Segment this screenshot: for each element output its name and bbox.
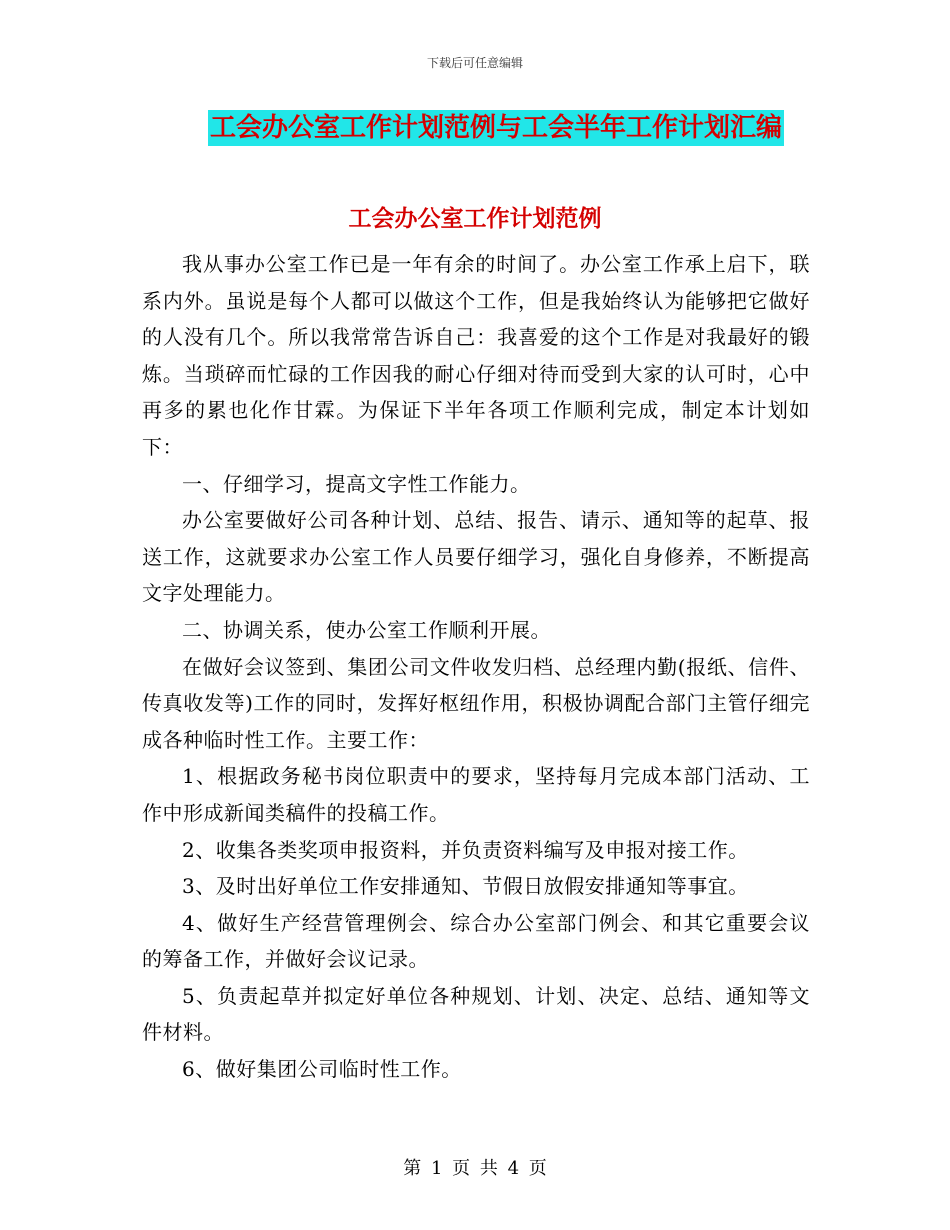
- header-note: 下载后可任意编辑: [426, 56, 523, 70]
- paragraph-intro: 我从事办公室工作已是一年有余的时间了。办公室工作承上启下，联系内外。虽说是每个人都可以做这个工作，但是我始终认为能够把它做好的人没有几个。所以我常常告诉自己：我喜爱的这个工作是对我最好的锻炼。当琐碎而忙碌的工作因我的耐心仔细对待而受到大家的认可时，心中再多的累也化作甘霖。为保证下半年各项工作顺利完成，制定本计划如下：: [142, 252, 810, 459]
- list-item: 5、负责起草并拟定好单位各种规划、计划、决定、总结、通知等文件材料。: [142, 983, 810, 1045]
- list-item: 1、根据政务秘书岗位职责中的要求，坚持每月完成本部门活动、工作中形成新闻类稿件的投稿工作。: [142, 764, 810, 825]
- paragraph-item-2: 在做好会议签到、集团公司文件收发归档、总经理内勤(报纸、信件、传真收发等)工作的同时，发挥好枢纽作用，积极协调配合部门主管仔细完成各种临时性工作。主要工作：: [142, 654, 810, 752]
- heading-item-2: 二、协调关系，使办公室工作顺利开展。: [182, 617, 551, 642]
- heading-item-1: 一、仔细学习，提高文字性工作能力。: [182, 471, 531, 496]
- list-item: 3、及时出好单位工作安排通知、节假日放假安排通知等事宜。: [182, 874, 749, 899]
- list-item: 2、收集各类奖项申报资料，并负责资料编写及申报对接工作。: [182, 837, 749, 862]
- page-footer: 第 1 页 共 4 页: [403, 1158, 547, 1179]
- document-title: 工会办公室工作计划范例与工会半年工作计划汇编: [208, 110, 784, 146]
- list-item: 6、做好集团公司临时性工作。: [182, 1057, 462, 1082]
- section-title: 工会办公室工作计划范例: [348, 205, 602, 232]
- list-item: 4、做好生产经营管理例会、综合办公室部门例会、和其它重要会议的筹备工作，并做好会议记录。: [142, 910, 810, 972]
- paragraph-item-1: 办公室要做好公司各种计划、总结、报告、请示、通知等的起草、报送工作，这就要求办公室工作人员要仔细学习，强化自身修养，不断提高文字处理能力。: [142, 508, 810, 606]
- document-body: [142, 246, 810, 1088]
